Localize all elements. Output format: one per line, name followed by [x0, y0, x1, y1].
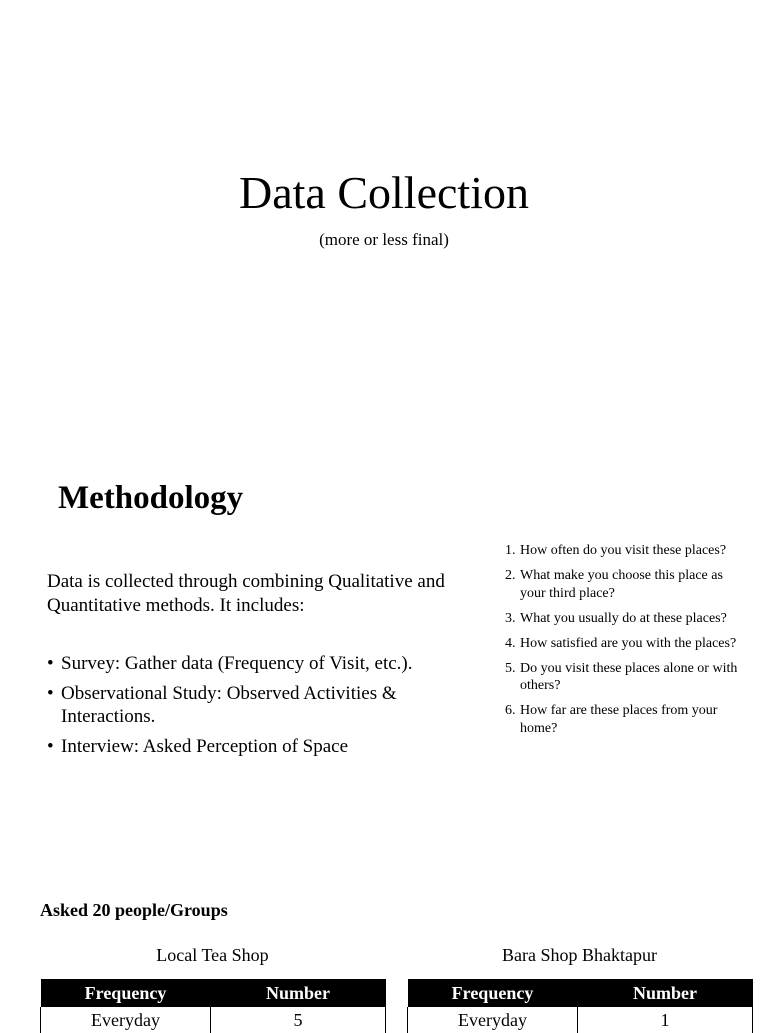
page-subtitle: (more or less final)	[319, 230, 449, 249]
table-header-row	[41, 979, 386, 1007]
question-item	[505, 542, 745, 560]
table-row	[41, 1007, 386, 1033]
question-text: How satisfied are you with the places?	[520, 635, 737, 651]
bullet-glyph: •	[47, 683, 54, 704]
bullet-text: Survey: Gather data (Frequency of Visit, etc.).	[61, 653, 413, 674]
question-text: What you usually do at these places?	[520, 610, 727, 626]
column-header-number: Number	[578, 979, 753, 1007]
column-header-number: Number	[211, 979, 386, 1007]
question-number: 4.	[505, 635, 516, 651]
question-number: 3.	[505, 610, 516, 626]
bullet-glyph: •	[47, 736, 54, 757]
question-text: How far are these places from your home?	[520, 703, 718, 736]
question-item	[505, 610, 745, 628]
bullet-item	[47, 652, 467, 675]
question-text: How often do you visit these places?	[520, 543, 727, 558]
table-row	[408, 1007, 753, 1033]
survey-question-list	[505, 542, 745, 745]
methodology-intro: Data is collected through combining Qualitative and Quantitative methods. It includes:	[47, 571, 445, 616]
bullet-text: Observational Study: Observed Activities & Interactions.	[61, 683, 397, 727]
question-number: 5.	[505, 660, 516, 676]
table-cell-number: 1	[578, 1007, 753, 1033]
methodology-bullet-list	[47, 652, 467, 765]
table-cell-frequency: Everyday	[408, 1007, 578, 1033]
frequency-table-tea-shop	[40, 979, 386, 1033]
question-text: What make you choose this place as your third place?	[520, 568, 723, 601]
question-number: 2.	[505, 568, 516, 583]
bullet-text: Interview: Asked Perception of Space	[61, 736, 349, 757]
question-item	[505, 660, 745, 695]
table-header-row	[408, 979, 753, 1007]
bullet-item	[47, 682, 467, 728]
bullet-glyph: •	[47, 653, 54, 674]
question-item	[505, 635, 745, 653]
question-item	[505, 702, 745, 737]
table-cell-frequency: Everyday	[41, 1007, 211, 1033]
table-cell-number: 5	[211, 1007, 386, 1033]
question-item	[505, 567, 745, 602]
question-text: Do you visit these places alone or with others?	[520, 660, 738, 693]
question-number: 1.	[505, 543, 516, 558]
methodology-heading: Methodology	[58, 480, 244, 516]
column-header-frequency: Frequency	[41, 979, 211, 1007]
table-caption-bara-shop: Bara Shop Bhaktapur	[502, 945, 657, 965]
frequency-table-bara-shop	[407, 979, 753, 1033]
question-number: 6.	[505, 703, 516, 718]
sample-size-note: Asked 20 people/Groups	[40, 900, 228, 920]
column-header-frequency: Frequency	[408, 979, 578, 1007]
bullet-item	[47, 735, 467, 758]
table-caption-tea-shop: Local Tea Shop	[156, 945, 269, 965]
page-title: Data Collection	[239, 167, 529, 218]
